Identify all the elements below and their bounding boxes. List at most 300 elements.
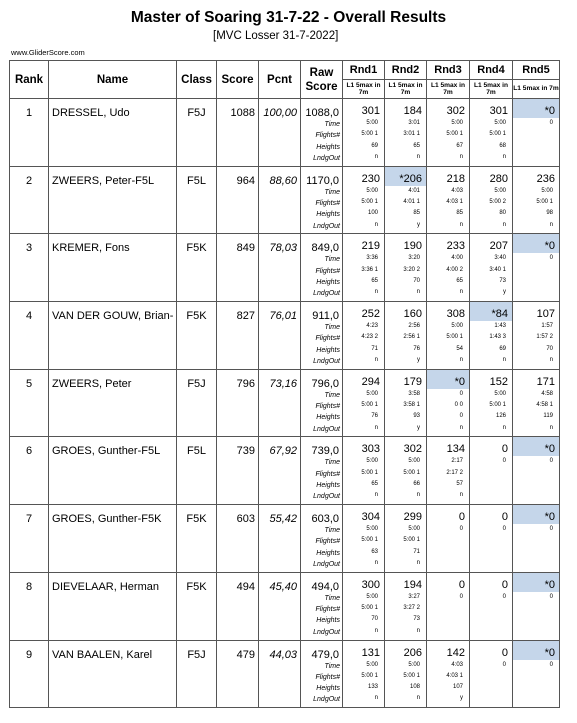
round-score: 308 xyxy=(446,308,465,321)
round-time: 0 xyxy=(502,526,506,533)
round-flights xyxy=(470,468,512,479)
pilot-name: DRESSEL, Udo xyxy=(49,99,177,167)
round-flights: 2:56 1 xyxy=(403,334,420,341)
raw-score: 849,0 xyxy=(311,242,339,255)
round-landing-out xyxy=(513,152,559,163)
time-label: Time xyxy=(324,121,340,128)
header-name: Name xyxy=(49,61,177,99)
round-flights xyxy=(427,603,469,614)
rank: 8 xyxy=(10,572,49,640)
header-raw-score: Raw Score xyxy=(301,61,343,99)
round-score: 0 xyxy=(501,578,508,591)
rank: 7 xyxy=(10,505,49,573)
round-task: L1 5max in 7m xyxy=(343,80,385,99)
round-score: 219 xyxy=(361,240,380,253)
class-code: F5L xyxy=(177,166,217,234)
round-3-cell xyxy=(427,369,470,437)
round-height: 65 xyxy=(456,277,463,284)
flights-label: Flights# xyxy=(315,538,340,546)
class-code: F5J xyxy=(177,99,217,167)
round-landing-out xyxy=(470,558,512,569)
round-3-cell xyxy=(427,572,470,640)
round-score: *0 xyxy=(513,573,559,592)
round-5-cell xyxy=(513,369,560,437)
round-height: 73 xyxy=(413,616,420,623)
round-flights: 5:00 1 xyxy=(489,131,506,138)
raw-score-cell xyxy=(301,166,343,234)
result-row xyxy=(10,572,560,640)
round-time: 0 xyxy=(549,458,553,465)
flights-label: Flights# xyxy=(315,673,340,681)
round-height: 107 xyxy=(452,684,463,691)
round-landing-out: n xyxy=(502,153,506,160)
round-5-cell xyxy=(513,99,560,167)
round-1-cell xyxy=(343,166,385,234)
round-time: 5:00 xyxy=(366,187,378,194)
round-4-cell xyxy=(470,99,513,167)
round-height: 70 xyxy=(371,616,378,623)
round-landing-out: n xyxy=(416,695,420,702)
round-score: 301 xyxy=(361,105,380,117)
round-landing-out: n xyxy=(374,492,378,499)
round-height: 126 xyxy=(495,413,506,420)
round-time: 4:01 xyxy=(408,187,420,194)
round-2-cell xyxy=(385,99,427,167)
round-landing-out: n xyxy=(459,492,463,499)
round-flights: 4:58 1 xyxy=(536,402,553,409)
round-time: 3:40 xyxy=(494,255,506,262)
round-landing-out: n xyxy=(416,153,420,160)
round-2-cell xyxy=(385,234,427,302)
class-code: F5K xyxy=(177,572,217,640)
round-time: 0 xyxy=(459,593,463,600)
round-landing-out: y xyxy=(460,695,463,702)
header-score: Score xyxy=(217,61,259,99)
round-score: 299 xyxy=(403,511,422,524)
round-landing-out: n xyxy=(502,221,506,228)
round-height: 70 xyxy=(413,277,420,284)
round-score: *0 xyxy=(513,505,559,524)
rank: 5 xyxy=(10,369,49,437)
round-time: 5:00 xyxy=(366,120,378,126)
round-height xyxy=(513,141,559,152)
round-score: 160 xyxy=(403,308,422,321)
round-flights xyxy=(427,535,469,546)
heights-label: Heights xyxy=(316,617,340,625)
round-landing-out: n xyxy=(374,289,378,296)
round-time: 3:27 xyxy=(408,593,420,600)
round-landing-out: n xyxy=(549,424,553,431)
round-score: *84 xyxy=(470,302,512,321)
round-flights: 3:36 1 xyxy=(361,266,378,273)
round-height: 85 xyxy=(413,210,420,217)
percent: 45,40 xyxy=(259,572,301,640)
round-height: 65 xyxy=(371,481,378,488)
round-time: 5:00 xyxy=(494,120,506,126)
round-score: *0 xyxy=(513,641,559,660)
raw-score: 494,0 xyxy=(311,580,339,593)
round-landing-out: n xyxy=(374,356,378,363)
round-time: 3:58 xyxy=(408,390,420,397)
percent: 67,92 xyxy=(259,437,301,505)
round-landing-out: n xyxy=(374,153,378,160)
round-score: 302 xyxy=(403,443,422,456)
round-3-cell xyxy=(427,640,470,708)
landing-out-label: LndgOut xyxy=(313,425,340,433)
flights-label: Flights# xyxy=(315,470,340,478)
round-time: 5:00 xyxy=(494,390,506,397)
result-row xyxy=(10,166,560,234)
result-row xyxy=(10,369,560,437)
round-landing-out: n xyxy=(549,221,553,228)
result-row xyxy=(10,234,560,302)
raw-score: 479,0 xyxy=(311,648,339,661)
round-2-cell xyxy=(385,166,427,234)
round-score: *0 xyxy=(513,99,559,118)
round-time: 5:00 xyxy=(366,593,378,600)
round-4-cell xyxy=(470,505,513,573)
round-landing-out: y xyxy=(417,221,420,228)
round-flights: 5:00 1 xyxy=(489,402,506,409)
round-landing-out xyxy=(513,287,559,298)
round-height: 71 xyxy=(413,548,420,555)
round-height: 68 xyxy=(499,142,506,149)
landing-out-label: LndgOut xyxy=(313,357,340,365)
header-round-4: Rnd4 xyxy=(470,61,513,80)
round-height: 100 xyxy=(367,210,378,217)
raw-score-cell xyxy=(301,572,343,640)
header-round-5: Rnd5 xyxy=(513,61,560,80)
round-height: 73 xyxy=(499,277,506,284)
round-landing-out: y xyxy=(417,356,420,363)
round-height xyxy=(513,479,559,490)
heights-label: Heights xyxy=(316,414,340,422)
round-height xyxy=(470,682,512,693)
round-2-cell xyxy=(385,505,427,573)
landing-out-label: LndgOut xyxy=(313,222,340,230)
round-landing-out: n xyxy=(459,289,463,296)
round-4-cell xyxy=(470,437,513,505)
pilot-name: GROES, Gunther-F5K xyxy=(49,505,177,573)
pilot-name: ZWEERS, Peter-F5L xyxy=(49,166,177,234)
round-flights: 3:40 1 xyxy=(489,266,506,273)
round-time: 4:03 xyxy=(451,187,463,194)
round-time: 5:00 xyxy=(366,661,378,668)
heights-label: Heights xyxy=(316,482,340,490)
flights-label: Flights# xyxy=(315,606,340,614)
round-score: 280 xyxy=(489,172,508,185)
class-code: F5K xyxy=(177,234,217,302)
round-time: 2:56 xyxy=(408,323,420,330)
time-label: Time xyxy=(324,188,340,196)
heights-label: Heights xyxy=(316,346,340,354)
round-landing-out: y xyxy=(503,289,506,296)
round-score: 233 xyxy=(446,240,465,253)
round-score: 302 xyxy=(446,105,465,117)
round-score: 131 xyxy=(361,646,380,659)
class-code: F5K xyxy=(177,505,217,573)
round-time: 4:23 xyxy=(366,323,378,330)
flights-label: Flights# xyxy=(315,267,340,275)
round-landing-out: n xyxy=(549,356,553,363)
round-height: 69 xyxy=(371,142,378,149)
round-task: L1 5max in 7m xyxy=(427,80,470,99)
round-flights: 4:23 2 xyxy=(361,334,378,341)
round-score: 300 xyxy=(361,578,380,591)
score: 827 xyxy=(217,302,259,370)
round-5-cell xyxy=(513,302,560,370)
round-time: 5:00 xyxy=(408,661,420,668)
round-height xyxy=(513,614,559,625)
round-flights: 5:00 1 xyxy=(446,334,463,341)
round-flights xyxy=(513,468,559,479)
round-landing-out: n xyxy=(416,492,420,499)
round-flights: 5:00 1 xyxy=(361,198,378,205)
round-height: 71 xyxy=(371,345,378,352)
landing-out-label: LndgOut xyxy=(313,561,340,569)
time-label: Time xyxy=(324,662,340,670)
round-landing-out xyxy=(470,490,512,501)
round-height xyxy=(470,547,512,558)
round-time: 4:58 xyxy=(541,390,553,397)
round-score: 0 xyxy=(501,646,508,659)
raw-score-cell xyxy=(301,302,343,370)
score: 849 xyxy=(217,234,259,302)
round-flights: 1:43 3 xyxy=(489,334,506,341)
round-score: 190 xyxy=(403,240,422,253)
round-score: *0 xyxy=(513,234,559,253)
raw-score: 603,0 xyxy=(311,513,339,526)
round-height: 85 xyxy=(456,210,463,217)
round-time: 5:00 xyxy=(408,526,420,533)
round-flights: 5:00 1 xyxy=(361,672,378,679)
round-flights xyxy=(513,535,559,546)
heights-label: Heights xyxy=(316,143,340,151)
round-flights xyxy=(470,671,512,682)
pilot-name: GROES, Gunther-F5L xyxy=(49,437,177,505)
header-class: Class xyxy=(177,61,217,99)
round-score: 142 xyxy=(446,646,465,659)
pilot-name: DIEVELAAR, Herman xyxy=(49,572,177,640)
round-score: 218 xyxy=(446,172,465,185)
round-time: 1:43 xyxy=(494,323,506,330)
pilot-name: VAN DER GOUW, Brian- xyxy=(49,302,177,370)
header-round-1: Rnd1 xyxy=(343,61,385,80)
result-row xyxy=(10,505,560,573)
round-time: 0 xyxy=(549,593,553,600)
round-time: 0 xyxy=(502,458,506,465)
round-height: 76 xyxy=(413,345,420,352)
score: 796 xyxy=(217,369,259,437)
round-height: 63 xyxy=(371,548,378,555)
round-time: 0 xyxy=(459,526,463,533)
round-score: 107 xyxy=(536,308,555,321)
rank: 1 xyxy=(10,99,49,167)
round-score: 171 xyxy=(536,375,555,388)
rank: 4 xyxy=(10,302,49,370)
round-flights: 3:27 2 xyxy=(403,605,420,612)
time-label: Time xyxy=(324,256,340,264)
result-row xyxy=(10,99,560,167)
round-score: 0 xyxy=(458,578,465,591)
round-time: 4:00 xyxy=(451,255,463,262)
round-flights: 5:00 1 xyxy=(361,537,378,544)
rank: 9 xyxy=(10,640,49,708)
round-flights: 5:00 1 xyxy=(361,402,378,409)
round-time: 0 xyxy=(459,390,463,397)
round-landing-out: n xyxy=(374,424,378,431)
round-landing-out: n xyxy=(374,627,378,634)
raw-score: 1088,0 xyxy=(305,107,339,119)
raw-score: 796,0 xyxy=(311,377,339,390)
landing-out-label: LndgOut xyxy=(313,290,340,298)
round-score: 184 xyxy=(403,105,422,117)
round-height: 65 xyxy=(413,142,420,149)
round-5-cell xyxy=(513,234,560,302)
round-score: *206 xyxy=(385,167,426,186)
raw-score: 739,0 xyxy=(311,445,339,458)
round-score: 236 xyxy=(536,172,555,185)
round-flights: 4:03 1 xyxy=(446,672,463,679)
round-landing-out xyxy=(470,693,512,704)
round-height xyxy=(427,547,469,558)
round-score: *0 xyxy=(427,370,469,389)
heights-label: Heights xyxy=(316,685,340,693)
percent: 78,03 xyxy=(259,234,301,302)
round-1-cell xyxy=(343,640,385,708)
round-landing-out: n xyxy=(459,424,463,431)
round-score: 206 xyxy=(403,646,422,659)
round-flights: 5:00 1 xyxy=(403,537,420,544)
raw-score-cell xyxy=(301,640,343,708)
round-height: 133 xyxy=(367,684,378,691)
round-height: 76 xyxy=(371,413,378,420)
results-body xyxy=(10,99,560,708)
round-time: 1:57 xyxy=(541,323,553,330)
score: 739 xyxy=(217,437,259,505)
score: 1088 xyxy=(217,99,259,167)
round-score: 152 xyxy=(489,375,508,388)
flights-label: Flights# xyxy=(315,403,340,411)
round-flights: 2:17 2 xyxy=(446,469,463,476)
round-time: 3:36 xyxy=(366,255,378,262)
round-3-cell xyxy=(427,99,470,167)
flights-label: Flights# xyxy=(315,335,340,343)
round-flights: 1:57 2 xyxy=(536,334,553,341)
round-landing-out xyxy=(427,626,469,637)
round-score: *0 xyxy=(513,437,559,456)
round-height xyxy=(513,276,559,287)
round-flights: 5:00 1 xyxy=(361,469,378,476)
round-time: 0 xyxy=(549,526,553,533)
round-landing-out: n xyxy=(416,560,420,567)
round-height: 70 xyxy=(546,345,553,352)
round-flights: 5:00 2 xyxy=(489,198,506,205)
round-2-cell xyxy=(385,640,427,708)
raw-score-cell xyxy=(301,369,343,437)
round-5-cell xyxy=(513,572,560,640)
round-flights: 3:20 2 xyxy=(403,266,420,273)
pilot-name: ZWEERS, Peter xyxy=(49,369,177,437)
round-time: 0 xyxy=(549,255,553,262)
round-landing-out: n xyxy=(374,221,378,228)
header-pcnt: Pcnt xyxy=(259,61,301,99)
round-flights xyxy=(513,265,559,276)
flights-label: Flights# xyxy=(315,199,340,207)
round-height xyxy=(513,682,559,693)
percent: 44,03 xyxy=(259,640,301,708)
event-subtitle: [MVC Losser 31-7-2022] xyxy=(213,30,339,42)
score: 494 xyxy=(217,572,259,640)
round-flights: 4:01 1 xyxy=(403,198,420,205)
round-height xyxy=(470,479,512,490)
round-time: 0 xyxy=(549,120,553,126)
round-4-cell xyxy=(470,302,513,370)
rank: 2 xyxy=(10,166,49,234)
round-score: 294 xyxy=(361,375,380,388)
page-title: Master of Soaring 31-7-22 - Overall Results xyxy=(130,9,447,26)
round-score: 301 xyxy=(489,105,508,117)
round-time: 5:00 xyxy=(451,323,463,330)
round-flights xyxy=(470,603,512,614)
round-time: 3:01 xyxy=(408,120,420,126)
round-3-cell xyxy=(427,505,470,573)
time-label: Time xyxy=(324,459,340,467)
round-1-cell xyxy=(343,99,385,167)
round-score: 207 xyxy=(489,240,508,253)
round-5-cell xyxy=(513,640,560,708)
percent: 73,16 xyxy=(259,369,301,437)
round-flights xyxy=(513,671,559,682)
raw-score-cell xyxy=(301,234,343,302)
round-flights: 5:00 1 xyxy=(403,672,420,679)
time-label: Time xyxy=(324,324,340,332)
round-5-cell xyxy=(513,505,560,573)
round-score: 0 xyxy=(501,443,508,456)
round-time: 0 xyxy=(502,661,506,668)
round-5-cell xyxy=(513,437,560,505)
round-time: 0 xyxy=(502,593,506,600)
raw-score: 1170,0 xyxy=(306,174,339,187)
score: 479 xyxy=(217,640,259,708)
heights-label: Heights xyxy=(316,211,340,219)
round-1-cell xyxy=(343,234,385,302)
round-landing-out: n xyxy=(502,424,506,431)
round-1-cell xyxy=(343,572,385,640)
round-time: 5:00 xyxy=(366,458,378,465)
header-round-2: Rnd2 xyxy=(385,61,427,80)
round-score: 0 xyxy=(458,511,465,524)
score: 603 xyxy=(217,505,259,573)
round-height: 67 xyxy=(456,142,463,149)
round-flights: 5:00 1 xyxy=(403,469,420,476)
round-time: 0 xyxy=(549,661,553,668)
round-3-cell xyxy=(427,437,470,505)
round-landing-out xyxy=(513,693,559,704)
round-landing-out: n xyxy=(416,627,420,634)
round-landing-out xyxy=(427,558,469,569)
round-height: 57 xyxy=(456,481,463,488)
round-height: 93 xyxy=(413,413,420,420)
class-code: F5J xyxy=(177,369,217,437)
percent: 76,01 xyxy=(259,302,301,370)
round-height: 0 xyxy=(459,413,463,420)
landing-out-label: LndgOut xyxy=(313,493,340,501)
round-5-cell xyxy=(513,166,560,234)
round-height xyxy=(427,614,469,625)
round-time: 5:00 xyxy=(408,458,420,465)
round-2-cell xyxy=(385,369,427,437)
